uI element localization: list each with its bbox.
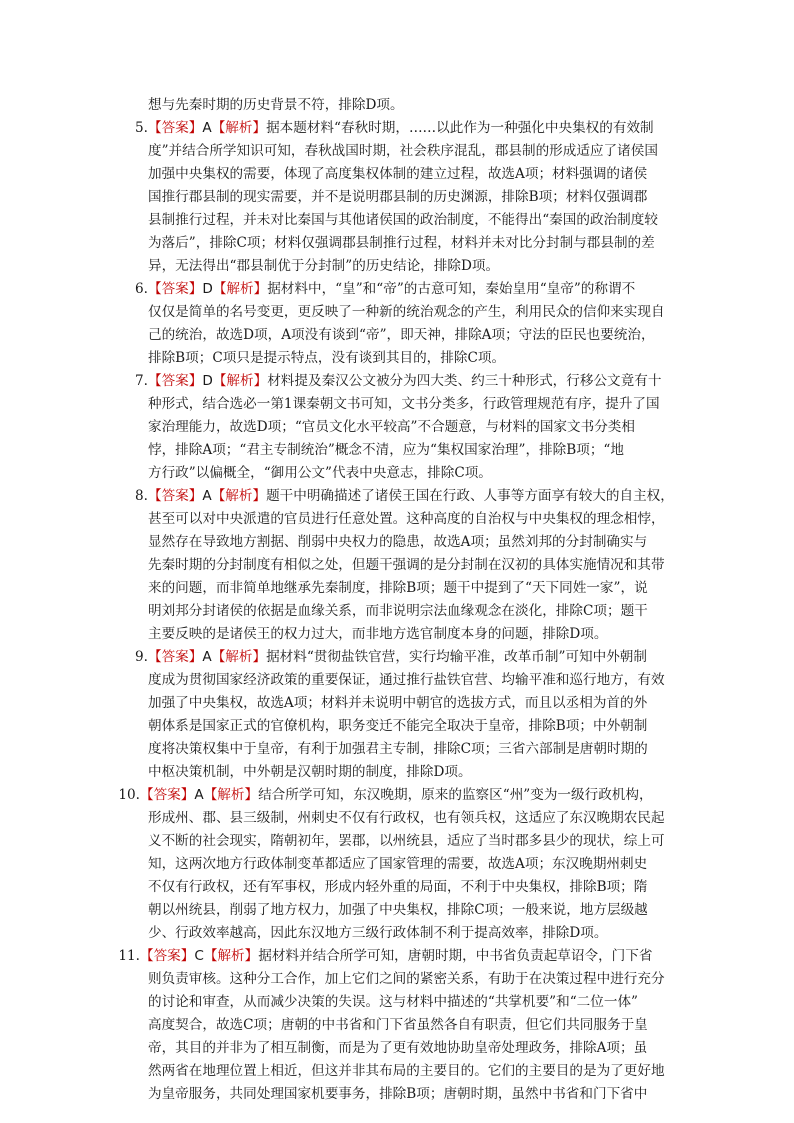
answer-letter: A [202, 649, 212, 665]
question-number: 11. [118, 948, 140, 964]
text-line: 义不断的社会现实，隋朝初年，罢郡，以州统县，适应了当时郡多县少的现状，综上可 [148, 833, 665, 849]
text-line: 国推行郡县制的现实需要，并不是说明郡县制的历史渊源，排除B项；材料仅强调郡 [148, 189, 648, 205]
text-line: 材料提及秦汉公文被分为四大类、约三十种形式，行移公文竟有十 [267, 373, 662, 389]
text-line: 据材料中，“皇”和“帝”的古意可知，秦始皇用“皇帝”的称谓不 [267, 281, 636, 297]
text-line: 题干中明确描述了诸侯王国在行政、人事等方面享有较大的自主权， [266, 488, 674, 504]
analysis-label: 【解析】 [211, 649, 267, 665]
text-line: 种形式，结合选必一第1课秦朝文书可知，文书分类多，行政管理规范有序，提升了国 [148, 396, 660, 412]
question-number: 10. [118, 787, 140, 803]
text-line: 己的统治，故选D项，A项没有谈到“帝”，即天神，排除A项；守法的臣民也要统治， [148, 327, 655, 343]
answer-letter: A [202, 120, 212, 136]
question-number: 5. [135, 120, 148, 136]
text-line: 不仅有行政权，还有军事权，形成内轻外重的局面，不利于中央集权，排除B项；隋 [148, 879, 648, 895]
text-line: 加强了中央集权，故选A项；材料并未说明中朝官的选拔方式，而且以丞相为首的外 [148, 695, 648, 711]
answer-label: 【答案】 [148, 120, 203, 136]
text-line: 少、行政效率越高，因此东汉地方三级行政体制不利于提高效率，排除D项。 [148, 925, 608, 941]
question-number: 6. [135, 281, 148, 297]
question-5-first-line [121, 117, 654, 140]
analysis-label: 【解析】 [203, 787, 259, 803]
answer-label: 【答案】 [148, 373, 203, 389]
text-line: 加强中央集权的需要，体现了高度集权体制的建立过程，故选A项；材料强调的诸侯 [148, 166, 648, 182]
question-8-first-line [121, 485, 674, 508]
answer-label: 【答案】 [148, 649, 203, 665]
text-line: 甚至可以对中央派遣的官员进行任意处置。这种高度的自治权与中央集权的理念相悖， [148, 511, 665, 527]
text-line: 据本题材料“春秋时期，……以此作为一种强化中央集权的有效制 [266, 120, 654, 136]
question-number: 8. [135, 488, 148, 504]
text-line: 度将决策权集中于皇帝，有利于加强君主专制，排除C项；三省六部制是唐朝时期的 [148, 741, 648, 757]
analysis-label: 【解析】 [212, 373, 268, 389]
text-line: 中枢决策机制，中外朝是汉朝时期的制度，排除D项。 [148, 764, 472, 780]
text-line: 则负责审核。这种分工合作，加上它们之间的紧密关系，有助于在决策过程中进行充分 [148, 971, 665, 987]
analysis-label: 【解析】 [203, 948, 259, 964]
text-line: 形成州、郡、县三级制，州刺史不仅有行政权，也有领兵权，这适应了东汉晚期农民起 [148, 810, 665, 826]
text-line: 县制推行过程，并未对比秦国与其他诸侯国的政治制度，不能得出“秦国的政治制度较 [148, 212, 658, 228]
question-9-first-line [121, 646, 647, 669]
answer-label: 【答案】 [148, 488, 203, 504]
text-line: 据材料“贯彻盐铁官营，实行均输平准，改革币制”可知中外朝制 [266, 649, 647, 665]
answer-label: 【答案】 [140, 787, 195, 803]
answer-letter: C [194, 948, 204, 964]
answer-letter: D [202, 281, 213, 297]
text-line: 方行政”以偏概全，“御用公文”代表中央意志，排除C项。 [148, 465, 492, 481]
text-line: 然两省在地理位置上相近，但这并非其布局的主要目的。它们的主要目的是为了更好地 [148, 1063, 665, 1079]
text-line: 悖，排除A项；“君主专制统治”概念不清，应为“集权国家治理”，排除B项；“地 [148, 442, 624, 458]
analysis-label: 【解析】 [211, 488, 267, 504]
text-line: 为皇帝服务，共同处理国家机要事务，排除B项；唐朝时期，虽然中书省和门下省中 [148, 1086, 648, 1102]
text-line: 显然存在导致地方割据、削弱中央权力的隐患，故选A项；虽然刘邦的分封制确实与 [148, 534, 648, 550]
text-line: 先秦时期的分封制度有相似之处，但题干强调的是分封制在汉初的具体实施情况和其带 [148, 557, 665, 573]
text-line: 度”并结合所学知识可知，春秋战国时期，社会秩序混乱，郡县制的形成适应了诸侯国 [148, 143, 658, 159]
intro-line: 想与先秦时期的历史背景不符，排除D项。 [148, 97, 404, 113]
text-line: 为落后”，排除C项；材料仅强调郡县制推行过程，材料并未对比分封制与郡县制的差 [148, 235, 655, 251]
text-line: 家治理能力，故选D项；“官员文化水平较高”不合题意，与材料的国家文书分类相 [148, 419, 635, 435]
answer-letter: A [194, 787, 204, 803]
question-10-first-line [118, 784, 653, 807]
question-number: 7. [135, 373, 148, 389]
text-line: 朝体系是国家正式的官僚机构，职务变迁不能完全取决于皇帝，排除B项；中外朝制 [148, 718, 648, 734]
text-line: 朝以州统县，削弱了地方权力，加强了中央集权，排除C项；一般来说，地方层级越 [148, 902, 648, 918]
question-7-first-line [121, 370, 661, 393]
text-line: 异，无法得出“郡县制优于分封制”的历史结论，排除D项。 [148, 258, 500, 274]
analysis-label: 【解析】 [211, 120, 267, 136]
answer-label: 【答案】 [148, 281, 203, 297]
answer-letter: A [202, 488, 212, 504]
text-line: 排除B项；C项只是提示特点，没有谈到其目的，排除C项。 [148, 350, 506, 366]
text-line: 帝，其目的并非为了相互制衡，而是为了更有效地协助皇帝处理政务，排除A项；虽 [148, 1040, 648, 1056]
text-line: 知，这两次地方行政体制变革都适应了国家管理的需要，故选A项；东汉晚期州刺史 [148, 856, 648, 872]
question-6-first-line [121, 278, 635, 301]
text-line: 据材料并结合所学可知，唐朝时期，中书省负责起草诏令，门下省 [258, 948, 653, 964]
text-line: 度成为贯彻国家经济政策的重要保证，通过推行盐铁官营、均输平准和巡行地方，有效 [148, 672, 665, 688]
text-line: 仅仅是简单的名号变更，更反映了一种新的统治观念的产生，利用民众的信仰来实现自 [148, 304, 665, 320]
text-line: 结合所学可知，东汉晚期，原来的监察区“州”变为一级行政机构， [258, 787, 653, 803]
text-line: 明刘邦分封诸侯的依据是血缘关系，而非说明宗法血缘观念在淡化，排除C项；题干 [148, 603, 648, 619]
question-number: 9. [135, 649, 148, 665]
text-line: 主要反映的是诸侯王的权力过大，而非地方选官制度本身的问题，排除D项。 [148, 626, 608, 642]
text-line: 高度契合，故选C项；唐朝的中书省和门下省虽然各自有职责，但它们共同服务于皇 [148, 1017, 648, 1033]
answer-letter: D [202, 373, 213, 389]
answer-label: 【答案】 [140, 948, 195, 964]
text-line: 的讨论和审查，从而减少决策的失误。这与材料中描述的“共掌机要”和“二位一体” [148, 994, 638, 1010]
text-line: 来的问题，而非简单地继承先秦制度，排除B项；题干中提到了“天下同姓一家”，说 [148, 580, 648, 596]
question-11-first-line [118, 945, 653, 968]
analysis-label: 【解析】 [212, 281, 268, 297]
